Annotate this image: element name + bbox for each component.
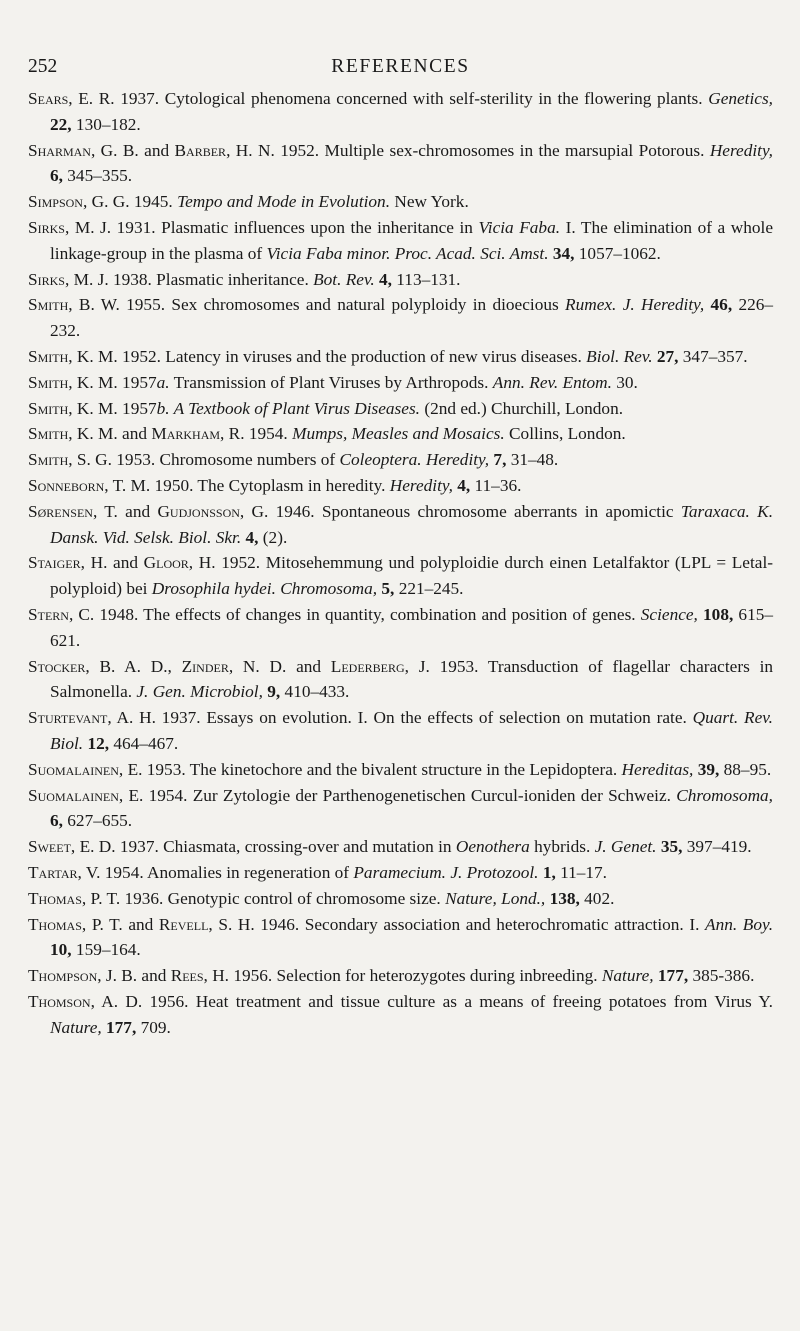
- ref-volume: 9,: [267, 682, 281, 702]
- ref-volume: 39,: [697, 759, 720, 779]
- ref-text: 464–467.: [109, 733, 179, 753]
- ref-text: 1057–1062.: [574, 243, 661, 263]
- ref-volume: 6,: [50, 811, 63, 831]
- ref-author: Smith, K. M.: [28, 372, 118, 392]
- ref-text: 1957: [117, 398, 157, 418]
- reference-entry: [28, 705, 773, 757]
- ref-italic: b. A Textbook of Plant Virus Diseases.: [156, 398, 421, 418]
- reference-entry: [28, 267, 773, 293]
- ref-text: 1946. Spontaneous chromosome aberrants in apomictic: [268, 501, 681, 521]
- ref-author: Stocker, B. A. D., Zinder, N. D.: [28, 656, 287, 676]
- ref-author: Sonneborn, T. M.: [28, 475, 151, 495]
- ref-author: Thomas, P. T.: [28, 888, 121, 908]
- page-title: REFERENCES: [331, 56, 470, 77]
- page-number: 252: [28, 56, 58, 77]
- ref-author: Sharman, G. B.: [28, 140, 139, 160]
- ref-author: Suomalainen, E.: [28, 759, 143, 779]
- ref-italic: Coleoptera. Heredity,: [339, 450, 490, 470]
- ref-text: and: [138, 140, 175, 160]
- ref-text: 402.: [579, 888, 615, 908]
- reference-entry: [28, 292, 773, 344]
- ref-volume: 6,: [50, 166, 63, 186]
- ref-text: 1954.: [244, 424, 293, 444]
- ref-author: Staiger, H.: [28, 553, 108, 573]
- ref-text: 1956. Heat treatment and tissue culture as a means of freeing potatoes from Virus Y.: [142, 991, 773, 1011]
- ref-text: 1950. The Cytoplasm in heredity.: [150, 475, 390, 495]
- ref-text: 226–232.: [50, 295, 774, 341]
- ref-text: 1931. Plasmatic influences upon the inheritance in: [111, 217, 479, 237]
- ref-text: 1946. Secondary association and heterochromatic attraction. I.: [254, 914, 706, 934]
- ref-volume: 4,: [379, 269, 392, 289]
- ref-text: and: [107, 553, 144, 573]
- ref-author: Smith, B. W.: [28, 295, 120, 315]
- ref-volume: 10,: [50, 940, 72, 960]
- reference-list: [28, 86, 773, 1040]
- ref-italic: Ann. Rev. Entom.: [492, 372, 612, 392]
- ref-text: and: [137, 966, 171, 986]
- ref-author: Thomson, A. D.: [28, 991, 143, 1011]
- reference-entry: [28, 344, 773, 370]
- ref-text: 1952. Multiple sex-chromosomes in the marsupial Potorous.: [274, 140, 710, 160]
- ref-text: 1937. Essays on evolution. I. On the effects of selection on mutation rate.: [155, 708, 693, 728]
- ref-text: 221–245.: [394, 579, 464, 599]
- reference-entry: [28, 602, 773, 654]
- ref-text: 615–621.: [50, 604, 773, 650]
- ref-text: 1952. Mitosehemmung und polyploidie durch einen Letalfaktor (LPL = Letal-polyploid) bei: [50, 553, 774, 599]
- reference-entry: [28, 834, 773, 860]
- ref-italic: Drosophila hydei. Chromosoma,: [151, 579, 378, 599]
- ref-italic: Nature,: [601, 966, 654, 986]
- ref-italic: Nature, Lond.,: [445, 888, 546, 908]
- ref-text: 1948. The effects of changes in quantity, combination and position of genes.: [94, 604, 641, 624]
- ref-volume: 177,: [106, 1017, 137, 1037]
- ref-italic: Science,: [640, 604, 698, 624]
- reference-entry: [28, 447, 773, 473]
- reference-entry: [28, 912, 773, 964]
- ref-italic: Genetics,: [708, 89, 773, 108]
- ref-text: (2nd ed.) Churchill, London.: [420, 398, 624, 418]
- ref-italic: Nature,: [50, 1017, 102, 1037]
- ref-volume: 177,: [657, 966, 689, 986]
- ref-text: 385-386.: [688, 966, 755, 986]
- ref-author: Sweet, E. D.: [28, 837, 116, 857]
- ref-italic: Taraxaca. K. Dansk. Vid. Selsk. Biol. Skr.: [50, 501, 774, 547]
- ref-author: Gudjonsson, G.: [157, 501, 269, 521]
- ref-italic: Vicia Faba minor. Proc. Acad. Sci. Amst.: [266, 243, 549, 263]
- ref-author: Sturtevant, A. H.: [28, 708, 156, 728]
- ref-italic: Tempo and Mode in Evolution.: [177, 192, 391, 212]
- ref-author: Thompson, J. B.: [28, 966, 138, 986]
- reference-entry: [28, 989, 773, 1041]
- ref-text: 1953. Transduction of flagellar characters in Salmonella.: [50, 656, 774, 702]
- ref-italic: Mumps, Measles and Mosaics.: [292, 424, 505, 444]
- ref-text: 88–95.: [719, 759, 772, 779]
- ref-text: 1957: [117, 372, 157, 392]
- ref-author: Sørensen, T.: [28, 501, 118, 521]
- reference-entry: [28, 860, 773, 886]
- reference-entry: [28, 886, 773, 912]
- ref-text: and: [286, 656, 331, 676]
- ref-text: 11–36.: [470, 475, 522, 495]
- ref-text: and: [117, 501, 158, 521]
- ref-italic: Biol. Rev.: [586, 346, 653, 366]
- ref-text: hybrids.: [529, 837, 595, 857]
- ref-text: 31–48.: [506, 450, 559, 470]
- ref-text: and: [117, 424, 152, 444]
- ref-text: 30.: [611, 372, 638, 392]
- ref-volume: 27,: [656, 346, 679, 366]
- ref-volume: 22,: [50, 114, 72, 134]
- ref-volume: 12,: [87, 733, 110, 753]
- ref-volume: 138,: [549, 888, 580, 908]
- ref-text: 1937. Cytological phenomena concerned with self-sterility in the flowering plants.: [114, 89, 709, 108]
- ref-author: Thomas, P. T.: [28, 914, 123, 934]
- ref-italic: Chromosoma,: [676, 785, 774, 805]
- ref-author: Barber, H. N.: [174, 140, 275, 160]
- ref-author: Stern, C.: [28, 604, 95, 624]
- ref-text: 1954. Anomalies in regeneration of: [100, 862, 354, 882]
- ref-author: Sirks, M. J.: [28, 269, 109, 289]
- reference-entry: [28, 86, 773, 138]
- ref-text: 709.: [136, 1017, 171, 1037]
- ref-italic: Paramecium. J. Protozool.: [353, 862, 539, 882]
- ref-author: Revell, S. H.: [158, 914, 255, 934]
- ref-italic: J. Genet.: [594, 837, 657, 857]
- ref-text: 130–182.: [71, 114, 141, 134]
- ref-text: 347–357.: [678, 346, 748, 366]
- ref-italic: Rumex. J. Heredity,: [565, 295, 705, 315]
- ref-text: 1937. Chiasmata, crossing-over and mutation in: [115, 837, 456, 857]
- ref-volume: 35,: [660, 837, 683, 857]
- ref-text: 1953. Chromosome numbers of: [111, 450, 340, 470]
- ref-text: 11–17.: [555, 862, 607, 882]
- reference-entry: [28, 370, 773, 396]
- ref-author: Suomalainen, E.: [28, 785, 144, 805]
- ref-volume: 5,: [381, 579, 395, 599]
- ref-text: 410–433.: [280, 682, 350, 702]
- ref-text: 1945.: [129, 192, 178, 212]
- reference-entry: [28, 499, 773, 551]
- ref-author: Rees, H.: [170, 966, 229, 986]
- ref-volume: 1,: [542, 862, 556, 882]
- ref-volume: 46,: [710, 295, 733, 315]
- ref-italic: Quart. Rev. Biol.: [50, 708, 773, 753]
- ref-text: 159–164.: [71, 940, 141, 960]
- ref-author: Lederberg, J.: [330, 656, 430, 676]
- ref-author: Sirks, M. J.: [28, 217, 112, 237]
- ref-author: Sears, E. R.: [28, 89, 115, 108]
- ref-text: 1954. Zur Zytologie der Parthenogenetischen Curcul-ioniden der Schweiz.: [143, 785, 677, 805]
- ref-text: 1955. Sex chromosomes and natural polyploidy in dioecious: [119, 295, 566, 315]
- ref-author: Gloor, H.: [143, 553, 216, 573]
- ref-text: I. The elimination of a whole linkage-group in the plasma of: [50, 217, 773, 263]
- ref-italic: Heredity,: [709, 140, 773, 160]
- ref-text: 113–131.: [391, 269, 461, 289]
- reference-entry: [28, 963, 773, 989]
- reference-entry: [28, 189, 773, 215]
- ref-author: Simpson, G. G.: [28, 192, 130, 212]
- ref-text: 627–655.: [62, 811, 133, 831]
- reference-entry: [28, 757, 773, 783]
- reference-entry: [28, 473, 773, 499]
- ref-text: 1936. Genotypic control of chromosome size.: [120, 888, 446, 908]
- ref-text: 397–419.: [682, 837, 752, 857]
- ref-italic: Bot. Rev.: [313, 269, 375, 289]
- ref-author: Smith, S. G.: [28, 450, 112, 470]
- ref-italic: Ann. Boy.: [705, 914, 774, 934]
- ref-italic: Hereditas,: [621, 759, 694, 779]
- ref-text: New York.: [390, 192, 469, 212]
- ref-author: Smith, K. M.: [28, 346, 118, 366]
- ref-author: Tartar, V.: [28, 862, 101, 882]
- ref-text: (2).: [258, 527, 288, 547]
- reference-entry: [28, 550, 773, 602]
- reference-entry: [28, 421, 773, 447]
- running-header: [28, 56, 773, 86]
- ref-italic: J. Gen. Microbiol,: [136, 682, 263, 702]
- ref-volume: 7,: [493, 450, 507, 470]
- ref-text: and: [122, 914, 159, 934]
- ref-volume: 34,: [552, 243, 575, 263]
- ref-author: Smith, K. M.: [28, 398, 118, 418]
- ref-volume: 4,: [245, 527, 259, 547]
- ref-text: 1952. Latency in viruses and the production of new virus diseases.: [117, 346, 587, 366]
- reference-entry: [28, 138, 773, 190]
- ref-text: 1953. The kinetochore and the bivalent structure in the Lepidoptera.: [142, 759, 622, 779]
- ref-italic: Heredity,: [389, 475, 453, 495]
- reference-entry: [28, 215, 773, 267]
- ref-italic: Oenothera: [455, 837, 530, 857]
- reference-entry: [28, 654, 773, 706]
- ref-volume: 108,: [703, 604, 734, 624]
- ref-text: 1938. Plasmatic inheritance.: [108, 269, 314, 289]
- reference-entry: [28, 783, 773, 835]
- ref-text: 345–355.: [62, 166, 133, 186]
- ref-author: Smith, K. M.: [28, 424, 118, 444]
- ref-author: Markham, R.: [151, 424, 245, 444]
- reference-entry: [28, 396, 773, 422]
- ref-text: Collins, London.: [504, 424, 626, 444]
- ref-italic: Vicia Faba.: [478, 217, 561, 237]
- ref-volume: 4,: [457, 475, 471, 495]
- ref-text: 1956. Selection for heterozygotes during inbreeding.: [229, 966, 602, 986]
- ref-italic: a.: [156, 372, 170, 392]
- ref-text: Transmission of Plant Viruses by Arthropods.: [169, 372, 493, 392]
